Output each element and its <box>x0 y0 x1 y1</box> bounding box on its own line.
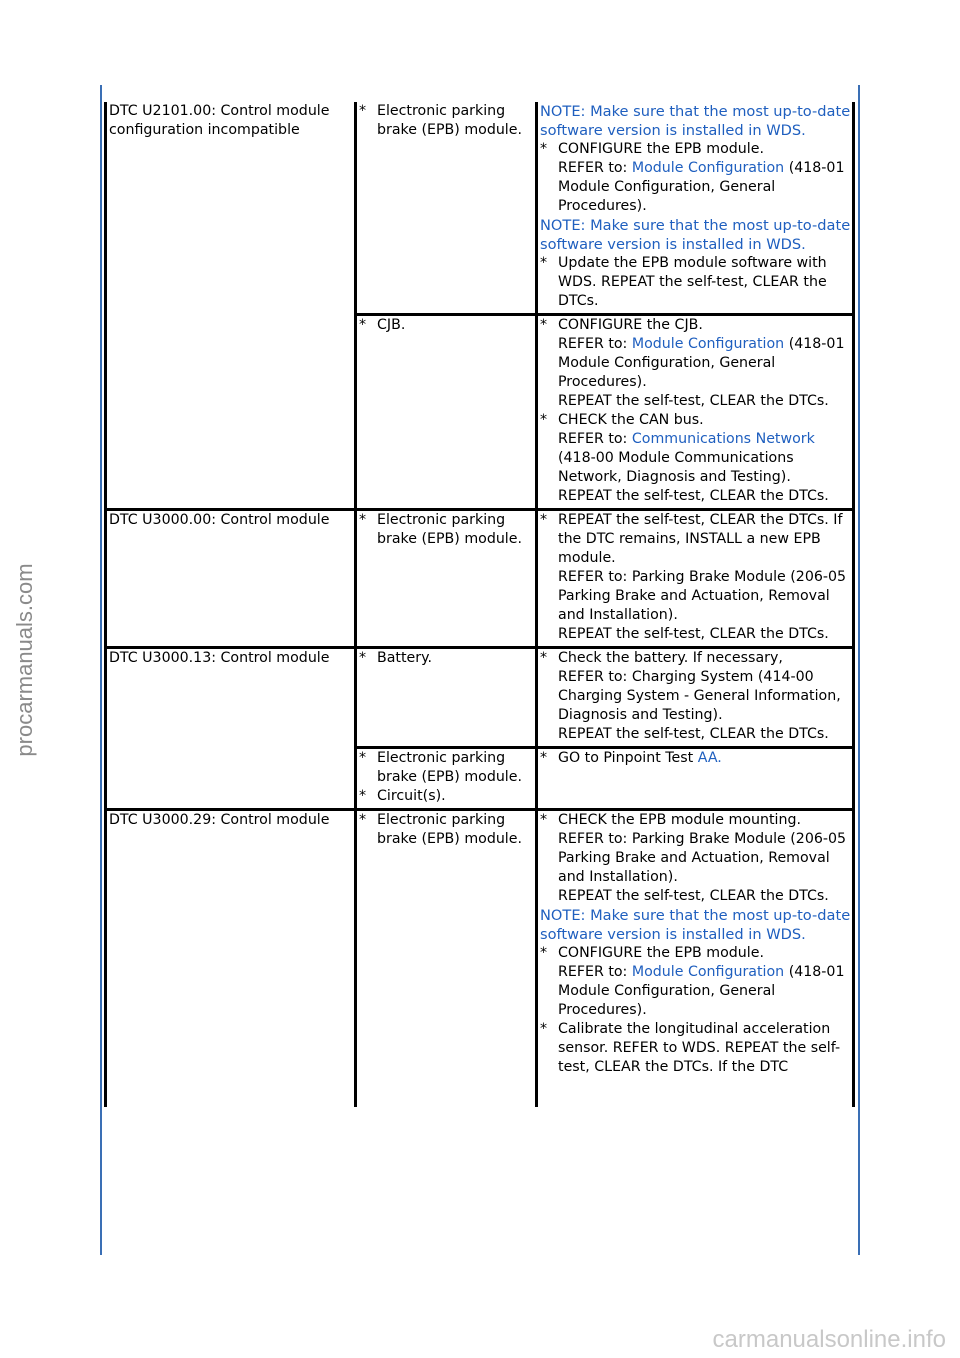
table-row <box>106 1079 854 1107</box>
page-border-left <box>100 85 102 1255</box>
bottom-watermark: carmanualsonline.info <box>712 1326 946 1353</box>
cause-cell: * Battery. <box>356 648 537 748</box>
module-configuration-link[interactable]: Module Configuration <box>631 964 785 980</box>
note-text: NOTE: Make sure that the most up-to-date software version is installed in WDS. <box>540 103 851 139</box>
table-row <box>106 648 854 748</box>
cause-cell: * CJB. <box>356 315 537 510</box>
action-cell: * CHECK the EPB module mounting. REFER to: Parking Brake Module (206-05 Parking Brake and Actuation, Removal and Installation). REPEAT the self-test, CLEAR the DTCs. NOTE: Make sure that the most up-to-date software version is installed in WDS. * CONFIGURE the EPB module. REFER to: Module Configuration (418-01 Module Configuration, General Procedures). * Calibrate the longitudinal acceleration sensor. REFER to WDS. REPEAT the self-test, CLEAR the DTCs. If the DTC <box>537 810 854 1080</box>
dtc-table <box>104 102 855 1107</box>
action-cell: * CONFIGURE the CJB. REFER to: Module Configuration (418-01 Module Configuration, General Procedures). REPEAT the self-test, CLEAR the DTCs. * CHECK the CAN bus. REFER to: Communications Network (418-00 Module Communications Network, Diagnosis and Testing). REPEAT the self-test, CLEAR the DTCs. <box>537 315 854 510</box>
communications-network-link[interactable]: Communications Network <box>631 431 815 447</box>
module-configuration-link[interactable]: Module Configuration <box>631 336 785 352</box>
action-cell: NOTE: Make sure that the most up-to-date software version is installed in WDS. * CONFIGURE the EPB module. REFER to: Module Configuration (418-01 Module Configuration, General Procedures). NOTE: Make sure that the most up-to-date software version is installed in WDS. * Update the EPB module software with WDS. REPEAT the self-test, CLEAR the DTCs. <box>537 102 854 315</box>
table-row <box>106 510 854 648</box>
cause-cell: * Electronic parking brake (EPB) module. * Circuit(s). <box>356 748 537 810</box>
table-row <box>106 102 854 315</box>
dtc-cell: DTC U3000.29: Control module <box>106 810 356 1080</box>
action-cell: * GO to Pinpoint Test AA. <box>537 748 854 810</box>
table-row <box>106 810 854 1080</box>
action-cell: * REPEAT the self-test, CLEAR the DTCs. If the DTC remains, INSTALL a new EPB module. REFER to: Parking Brake Module (206-05 Parking Brake and Actuation, Removal and Installation). REPEAT the self-test, CLEAR the DTCs. <box>537 510 854 648</box>
pinpoint-test-link[interactable]: AA. <box>697 750 722 766</box>
action-cell: * Check the battery. If necessary, REFER to: Charging System (414-00 Charging System - General Information, Diagnosis and Testing). REPEAT the self-test, CLEAR the DTCs. <box>537 648 854 748</box>
dtc-cell: DTC U3000.13: Control module <box>106 648 356 810</box>
side-watermark: procarmanuals.com <box>12 563 37 757</box>
note-text: NOTE: Make sure that the most up-to-date software version is installed in WDS. <box>540 217 851 253</box>
note-text: NOTE: Make sure that the most up-to-date software version is installed in WDS. <box>540 907 851 943</box>
cause-cell: * Electronic parking brake (EPB) module. <box>356 102 537 315</box>
cause-cell: * Electronic parking brake (EPB) module. <box>356 510 537 648</box>
module-configuration-link[interactable]: Module Configuration <box>631 160 785 176</box>
dtc-cell: DTC U2101.00: Control module configuration incompatible <box>106 102 356 510</box>
cause-cell: * Electronic parking brake (EPB) module. <box>356 810 537 1080</box>
dtc-cell: DTC U3000.00: Control module <box>106 510 356 648</box>
page-border-right <box>858 85 860 1255</box>
